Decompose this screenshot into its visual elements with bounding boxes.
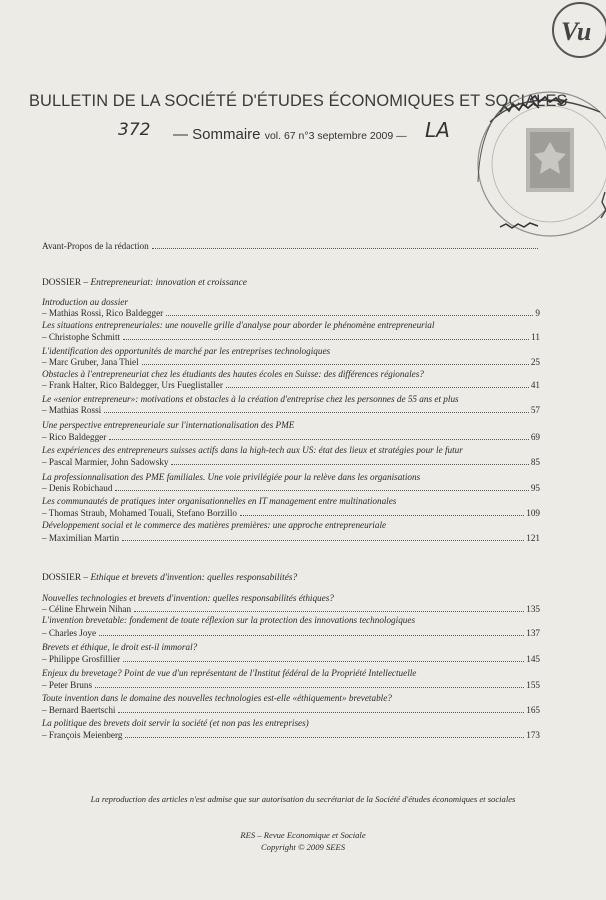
avant-propos-label: Avant-Propos de la rédaction <box>42 241 149 251</box>
leader-dots <box>171 463 528 465</box>
toc-page-number: 173 <box>526 730 540 740</box>
leader-dots <box>95 686 524 688</box>
toc-article-authors: – Maximilian Martin <box>42 533 120 543</box>
leader-dots <box>166 314 533 316</box>
toc-page-number: 145 <box>526 654 540 664</box>
toc-article-authors: – Peter Bruns <box>42 680 93 690</box>
dossier-2-title: Ethique et brevets d'invention: quelles responsabilités? <box>90 573 298 583</box>
dossier-heading-2 <box>42 573 297 583</box>
leader-dots <box>152 247 538 249</box>
toc-page-number: 155 <box>526 680 540 690</box>
toc-article-title[interactable]: Enjeux du brevetage? Point de vue d'un représentant de l'Institut fédéral de la Propriété Intellectuelle <box>42 668 417 678</box>
toc-article-title[interactable]: Les situations entrepreneuriales: une nouvelle grille d'analyse pour aborder le phénomène entrepreneurial <box>42 320 435 330</box>
toc-article-title[interactable]: Développement social et le commerce des matières premières: une approche entrepreneuriale <box>42 520 387 530</box>
toc-article-authors: – Christophe Schmitt <box>42 332 121 342</box>
toc-article-authors: – Philippe Grosfillier <box>42 654 121 664</box>
toc-article-authors: – Frank Halter, Rico Baldegger, Urs Fueglistaller <box>42 380 223 390</box>
toc-article-authors-row <box>42 308 540 318</box>
toc-page-number: 109 <box>526 508 540 518</box>
toc-article-title[interactable]: Obstacles à l'entrepreneuriat chez les étudiants des hautes écoles en Suisse: des différences régionales? <box>42 369 424 379</box>
toc-article-authors-row <box>42 357 540 367</box>
toc-article-title[interactable]: Toute invention dans le domaine des nouvelles technologies est-elle «éthiquement» brevetable? <box>42 693 392 703</box>
toc-article-title[interactable]: Le «senior entrepreneur»: motivations et obstacles à la création d'entreprise chez les personnes de 55 ans et plus <box>42 394 459 404</box>
leader-dots <box>125 736 524 738</box>
toc-article-authors: – Pascal Marmier, John Sadowsky <box>42 457 169 467</box>
sommaire-line <box>173 126 407 143</box>
dossier-1-title: Entrepreneuriat: innovation et croissance <box>90 278 247 288</box>
toc-article-title[interactable]: La professionnalisation des PME familiales. Une voie privilégiée pour la relève dans les organisations <box>42 472 421 482</box>
toc-article-authors-row <box>42 508 540 518</box>
leader-dots <box>226 386 529 388</box>
leader-dots <box>109 438 529 440</box>
toc-article-title[interactable]: Les communautés de pratiques inter organisationnelles en IT management entre multinationales <box>42 496 397 506</box>
toc-article-authors: – François Meienberg <box>42 730 123 740</box>
toc-page-number: 25 <box>530 357 540 367</box>
dossier-heading-1 <box>42 278 247 288</box>
toc-page-number: 137 <box>526 628 540 638</box>
toc-article-authors-row <box>42 654 540 664</box>
toc-article-authors-row <box>42 380 540 390</box>
toc-article-authors: – Marc Gruber, Jana Thiel <box>42 357 139 367</box>
leader-dots <box>123 660 524 662</box>
toc-page-number: 135 <box>526 604 540 614</box>
toc-entry-avant-propos[interactable] <box>42 241 540 251</box>
leader-dots <box>240 514 524 516</box>
toc-article-authors-row <box>42 533 540 543</box>
toc-article-authors: – Rico Baldegger <box>42 432 107 442</box>
toc-article-authors-row <box>42 432 540 442</box>
library-stamp <box>470 82 606 252</box>
toc-page-number: 85 <box>530 457 540 467</box>
toc-article-title[interactable]: Les expériences des entrepreneurs suisses actifs dans la high-tech aux US: état des lieux et stratégies pour le futur <box>42 445 463 455</box>
handwritten-number: 372 <box>118 120 151 140</box>
toc-article-authors-row <box>42 705 540 715</box>
toc-page-number: 11 <box>531 332 540 342</box>
leader-dots <box>123 338 529 340</box>
leader-dots <box>99 634 524 636</box>
sommaire-label: — Sommaire <box>173 126 261 143</box>
vu-stamp <box>546 0 606 60</box>
dossier-1-prefix: DOSSIER – <box>42 278 89 288</box>
toc-article-title[interactable]: L'invention brevetable: fondement de toute réflexion sur la protection des innovations technologiques <box>42 615 416 625</box>
toc-article-authors-row <box>42 730 540 740</box>
toc-article-authors: – Charles Joye <box>42 628 97 638</box>
toc-article-authors-row <box>42 457 540 467</box>
toc-article-authors: – Bernard Baertschi <box>42 705 116 715</box>
journal-name: RES – Revue Economique et Sociale <box>240 830 366 840</box>
issue-info: vol. 67 n°3 septembre 2009 — <box>264 130 407 142</box>
toc-page-number: 57 <box>530 405 540 415</box>
leader-dots <box>122 539 524 541</box>
toc-article-authors-row <box>42 604 540 614</box>
toc-article-authors-row <box>42 405 540 415</box>
leader-dots <box>142 363 529 365</box>
toc-article-authors: – Denis Robichaud <box>42 483 113 493</box>
toc-article-authors: – Mathias Rossi <box>42 405 102 415</box>
toc-article-title[interactable]: Brevets et éthique, le droit est-il immoral? <box>42 642 198 652</box>
toc-page-number: 165 <box>526 705 540 715</box>
copyright: Copyright © 2009 SEES <box>260 842 346 852</box>
leader-dots <box>134 610 524 612</box>
toc-article-authors-row <box>42 680 540 690</box>
toc-page-number: 9 <box>535 308 540 318</box>
toc-article-title[interactable]: L'identification des opportunités de marché par les entreprises technologiques <box>42 346 331 356</box>
toc-page-number: 121 <box>526 533 540 543</box>
dossier-2-prefix: DOSSIER – <box>42 573 89 583</box>
leader-dots <box>118 711 524 713</box>
leader-dots <box>115 489 528 491</box>
toc-article-title[interactable]: Une perspective entrepreneuriale sur l'internationalisation des PME <box>42 420 295 430</box>
handwritten-initials: LA <box>425 118 450 142</box>
toc-article-authors-row <box>42 483 540 493</box>
toc-article-authors: – Céline Ehrwein Nihan <box>42 604 132 614</box>
toc-article-authors-row <box>42 628 540 638</box>
leader-dots <box>104 411 529 413</box>
toc-article-title[interactable]: Nouvelles technologies et brevets d'invention: quelles responsabilités éthiques? <box>42 593 334 603</box>
toc-page-number: 95 <box>530 483 540 493</box>
vu-stamp-text: Vu <box>561 17 592 46</box>
toc-article-authors-row <box>42 332 540 342</box>
toc-page-number: 69 <box>530 432 540 442</box>
toc-article-authors: – Thomas Straub, Mohamed Touali, Stefano Borzillo <box>42 508 237 518</box>
toc-page-number: 41 <box>530 380 540 390</box>
toc-article-authors: – Mathias Rossi, Rico Baldegger <box>42 308 164 318</box>
reproduction-notice: La reproduction des articles n'est admise que sur autorisation du secrétariat de la Société d'études économiques et sociales <box>90 794 516 804</box>
toc-article-title[interactable]: La politique des brevets doit servir la société (et non pas les entreprises) <box>42 718 309 728</box>
toc-article-title[interactable]: Introduction au dossier <box>42 297 128 307</box>
bulletin-title: BULLETIN DE LA SOCIÉTÉ D'ÉTUDES ÉCONOMIQUES ET SOCIALES <box>29 92 568 110</box>
